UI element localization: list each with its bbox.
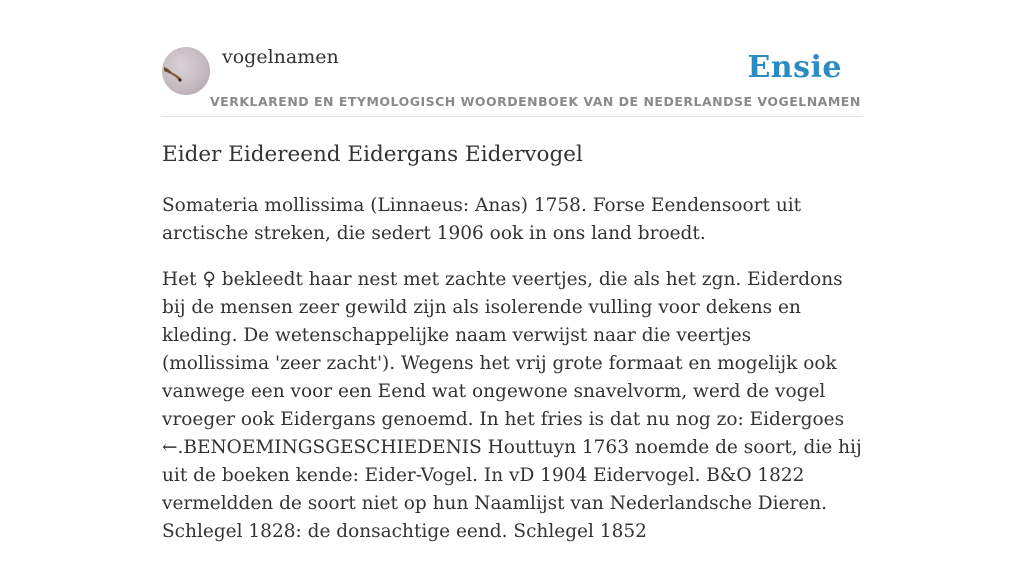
article — [162, 140, 862, 564]
bird-icon — [162, 47, 210, 95]
brand-logo[interactable]: Ensie — [747, 50, 842, 85]
article-paragraph: Somateria mollissima (Linnaeus: Anas) 1758. Forse Eendensoort uit arctische streken, die sedert 1906 ook in ons land broedt. — [162, 195, 802, 244]
avatar[interactable] — [162, 47, 210, 95]
article-paragraph: Het ♀ bekleedt haar nest met zachte veertjes, die als het zgn. Eiderdons bij de mensen zeer gewild zijn als isolerende vulling voor dekens en kleding. De wetenschappelijke naam verwijst naar die veertjes (mollissima 'zeer zacht'). Wegens het vrij grote formaat en mogelijk ook vanwege een voor een Eend wat ongewone snavelvorm, werd de vogel vroeger ook Eidergans genoemd. In het fries is dat nu nog zo: Eidergoes ←.BENOEMINGSGESCHIEDENIS Houttuyn 1763 noemde de soort, die hij uit de boeken kende: Eider-Vogel. In vD 1904 Eidervogel. B&O 1822 vermeldden de soort niet op hun Naamlijst van Nederlandsche Dieren. Schlegel 1828: de donsachtige eend. Schlegel 1852 — [162, 269, 862, 542]
site-name[interactable]: vogelnamen — [222, 46, 339, 68]
article-title: Eider Eidereend Eidergans Eidervogel — [162, 142, 583, 167]
site-header — [162, 0, 862, 117]
site-tagline: VERKLAREND EN ETYMOLOGISCH WOORDENBOEK VAN DE NEDERLANDSE VOGELNAMEN — [210, 94, 861, 109]
